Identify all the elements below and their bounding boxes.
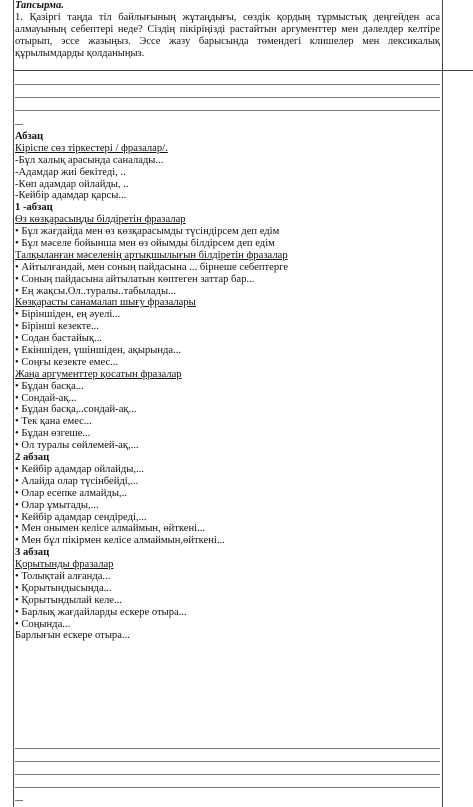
writing-line: [15, 84, 440, 85]
section-heading: Абзац: [15, 131, 44, 142]
phrase-item: • Мен бұл пікірмен келісе алмаймын,өйткені...: [15, 535, 225, 547]
task-divider: [13, 70, 473, 71]
phrase-item: • Қорытындысында...: [15, 582, 112, 594]
writing-line: [15, 787, 440, 788]
left-border: [13, 0, 14, 807]
writing-line-stub: [15, 800, 23, 801]
phrase-group-heading: Кіріспе сөз тіркестері / фразалар/.: [15, 142, 168, 154]
phrase-item: -Бұл халық арасында саналады...: [15, 154, 164, 166]
phrase-item: • Қорытындылай келе...: [15, 594, 122, 606]
phrase-item: • Соңғы кезекте емес...: [15, 356, 119, 368]
phrase-item: • Алайда олар түсінбейді,...: [15, 475, 139, 487]
phrase-group-heading: Жаңа аргументтер қосатын фразалар: [15, 368, 182, 380]
phrase-group-heading: Өз көзқарасыңды білдіретін фразалар: [15, 214, 186, 226]
phrase-item: • Бұдан өзгеше...: [15, 428, 91, 440]
phrase-item: • Олар ұмытады,...: [15, 499, 99, 511]
phrase-group-heading: Көзқарасты санамалап шығу фразалары: [15, 297, 196, 309]
phrase-item: • Тек қана емес...: [15, 416, 92, 428]
phrase-group-heading: Қорытынды фразалар: [15, 559, 114, 571]
phrase-group-heading: Талқыланған мәселенің артықшылығын білдіретін фразалар: [15, 249, 288, 261]
phrase-item: • Содан бастайық...: [15, 333, 102, 345]
writing-line: [15, 761, 440, 762]
task-prompt: 1. Қазіргі таңда тіл байлығының жұтаңдығы, сөздік қордың тұрмыстық деңгейден аса алмауының себептері неде? Сіздің пікіріңізді растайтын аргументтер мен дәлелдер келтіре отырып, эссе жазыңыз. Эссе жазу барысында төмендегі клишелер мен лексикалық құрылымдарды қолданыңыз.: [15, 12, 440, 59]
phrase-item: • Толықтай алғанда...: [15, 570, 111, 582]
section-heading: 1 -абзац: [15, 202, 53, 214]
task-title: Тапсырма.: [15, 0, 64, 11]
phrase-item: -Көп адамдар ойлайды, ..: [15, 178, 129, 190]
phrase-item: • Екіншіден, үшіншіден, ақырында...: [15, 345, 182, 357]
phrase-item: • Кейбір адамдар ойлайды,...: [15, 463, 144, 475]
phrase-item: • Бұдан басқа...: [15, 380, 84, 392]
phrase-item: • Олар есепке алмайды,..: [15, 487, 127, 499]
phrase-item: • Соңында...: [15, 618, 71, 630]
section-heading: 3 абзац: [15, 547, 50, 559]
phrase-item: • Сондай-ақ...: [15, 392, 77, 404]
phrase-item: • Мен онымен келісе алмаймын, өйткені...: [15, 523, 206, 535]
writing-line-stub: [15, 124, 23, 125]
phrase-item: • Бұл мәселе бойынша мен өз ойымды білдірсем деп едім: [15, 238, 275, 250]
phrase-item: • Кейбір адамдар сендіреді,...: [15, 511, 147, 523]
writing-line: [15, 97, 440, 98]
phrase-item: • Біріншіден, ең әуелі...: [15, 309, 121, 321]
phrase-item: -Адамдар жиі бекітеді, ..: [15, 166, 126, 178]
writing-line: [15, 748, 440, 749]
right-border: [442, 0, 443, 807]
phrase-item: • Ең жақсы.Ол..туралы..табылады...: [15, 285, 177, 297]
writing-line: [15, 110, 440, 111]
phrase-item: • Ол туралы сөйлемей-ақ,...: [15, 440, 139, 452]
phrase-item: -Кейбір адамдар қарсы...: [15, 190, 127, 202]
task-block: [15, 0, 440, 60]
writing-line: [15, 774, 440, 775]
phrase-item: • Айтылғандай, мен соның пайдасына ... бірнеше себептерге: [15, 261, 289, 273]
phrase-item: • Бұл жағдайда мен өз көзқарасымды түсіндірсем деп едім: [15, 226, 280, 238]
phrase-item: Барлығын ескере отыра...: [15, 630, 130, 642]
cliche-list: [15, 131, 440, 642]
section-heading: 2 абзац: [15, 452, 50, 464]
phrase-item: • Бірінші кезекте...: [15, 321, 99, 333]
phrase-item: • Барлық жағдайларды ескере отыра...: [15, 606, 187, 618]
phrase-item: • Соның пайдасына айтылатын көптеген заттар бар...: [15, 273, 255, 285]
phrase-item: • Бұдан басқа,..сондай-ақ...: [15, 404, 137, 416]
